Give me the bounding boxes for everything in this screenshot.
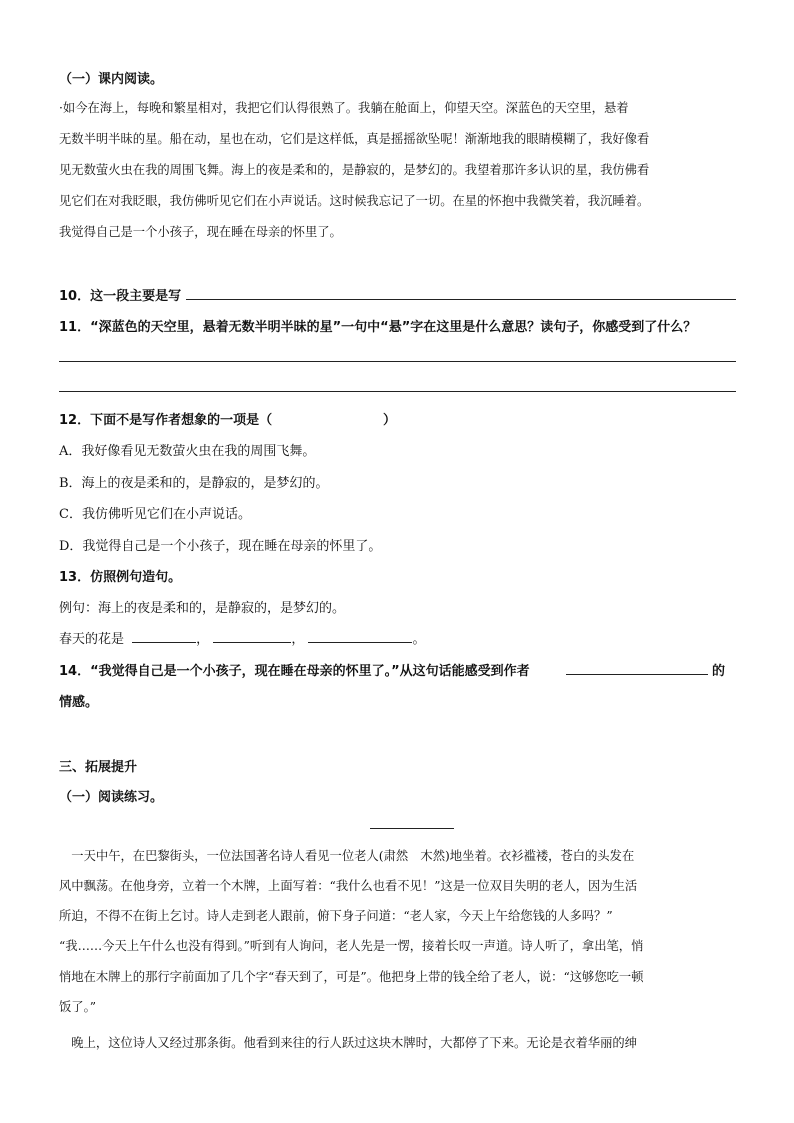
q13-sep-2: ， bbox=[291, 632, 305, 647]
story-line: 一天中午，在巴黎街头，一位法国著名诗人看见一位老人(肃然 木然)地坐着。衣衫褴褛，苍白的头发在 bbox=[59, 849, 635, 863]
passage-line: 见它们在对我眨眼，我仿佛听见它们在小声说话。这时候我忘记了一切。在星的怀抱中我微笑着，我沉睡着。 bbox=[59, 194, 650, 208]
story-line: 所迫，不得不在街上乞讨。诗人走到老人跟前，俯下身子问道：“老人家，今天上午给您钱的人多吗？” bbox=[59, 909, 613, 923]
story-line: “我……今天上午什么也没有得到。”听到有人询问，老人先是一愣，接着长叹一声道。诗人听了，拿出笔，悄 bbox=[59, 939, 644, 953]
q10-text: 10．这一段主要是写 bbox=[59, 289, 182, 304]
story-line: 饭了。” bbox=[59, 1000, 97, 1014]
q10-answer-line[interactable] bbox=[186, 299, 736, 300]
q12-option-c[interactable]: C．我仿佛听见它们在小声说话。 bbox=[59, 507, 251, 522]
q12-option-d[interactable]: D．我觉得自己是一个小孩子，现在睡在母亲的怀里了。 bbox=[59, 539, 382, 554]
q13-example: 例句：海上的夜是柔和的，是静寂的，是梦幻的。 bbox=[59, 601, 346, 616]
q12-option-b[interactable]: B．海上的夜是柔和的，是静寂的，是梦幻的。 bbox=[59, 476, 329, 491]
passage-line: 我觉得自己是一个小孩子，现在睡在母亲的怀里了。 bbox=[59, 225, 342, 239]
q12-stem: 12．下面不是写作者想象的一项是（ bbox=[59, 413, 273, 428]
passage-line: ·如今在海上，每晚和繁星相对，我把它们认得很熟了。我躺在舱面上，仰望天空。深蓝色的天空里，悬着 bbox=[59, 101, 629, 115]
passage-line: 见无数萤火虫在我的周围飞舞。海上的夜是柔和的，是静寂的，是梦幻的。我望着那许多认识的星，我仿佛看 bbox=[59, 163, 650, 177]
section-one-heading: （一）课内阅读。 bbox=[59, 72, 164, 87]
story-line: 风中飘荡。在他身旁，立着一个木牌，上面写着：“我什么也看不见！”这是一位双目失明的老人，因为生活 bbox=[59, 879, 638, 893]
q11-answer-line-2[interactable] bbox=[59, 391, 736, 392]
q11-text: 11．“深蓝色的天空里，悬着无数半明半昧的星”一句中“悬”字在这里是什么意思？读句子，你感受到了什么？ bbox=[59, 320, 697, 335]
q13-prompt: 春天的花是 bbox=[59, 632, 125, 647]
q13-end: 。 bbox=[412, 632, 426, 647]
q13-title: 13．仿照例句造句。 bbox=[59, 570, 182, 585]
passage-line: 无数半明半昧的星。船在动，星也在动，它们是这样低，真是摇摇欲坠呢！渐渐地我的眼睛模糊了，我好像看 bbox=[59, 132, 650, 146]
q13-sep-1: ， bbox=[196, 632, 210, 647]
q13-blank-1[interactable] bbox=[132, 630, 196, 643]
q14-line2: 情感。 bbox=[59, 695, 99, 710]
q14-answer-line[interactable] bbox=[566, 674, 708, 675]
q13-blank-3[interactable] bbox=[308, 630, 412, 643]
section-three-heading: 三、拓展提升 bbox=[59, 760, 138, 775]
passage-title-blank[interactable] bbox=[370, 828, 454, 829]
q14-tail: 的 bbox=[712, 664, 726, 679]
story-line: 悄地在木牌上的那行字前面加了几个字“春天到了，可是”。他把身上带的钱全给了老人，说：“这够您吃一顿 bbox=[59, 970, 644, 984]
q14-text: 14．“我觉得自己是一个小孩子，现在睡在母亲的怀里了。”从这句话能感受到作者 bbox=[59, 664, 530, 679]
section-three-sub-heading: （一）阅读练习。 bbox=[59, 790, 164, 805]
q13-prompt-row bbox=[59, 628, 425, 647]
q12-close-paren: ） bbox=[383, 413, 397, 428]
q12-option-a[interactable]: A．我好像看见无数萤火虫在我的周围飞舞。 bbox=[59, 444, 316, 459]
q11-answer-line-1[interactable] bbox=[59, 361, 736, 362]
story-line: 晚上，这位诗人又经过那条街。他看到来往的行人跃过这块木牌时，大都停了下来。无论是衣着华丽的绅 bbox=[59, 1036, 637, 1050]
q13-blank-2[interactable] bbox=[213, 630, 291, 643]
